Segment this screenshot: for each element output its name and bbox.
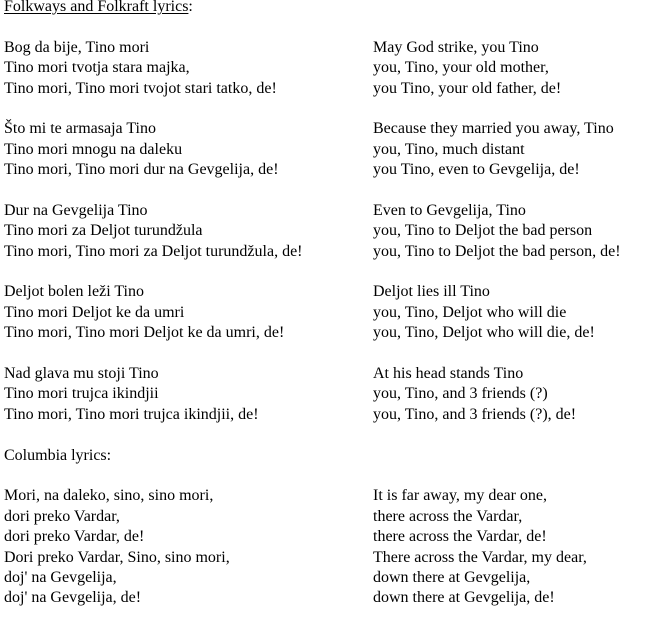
original-line: Što mi te armasaja Tino (4, 120, 156, 138)
lyric-line (4, 221, 654, 241)
translation-line: Even to Gevgelija, Tino (373, 201, 526, 219)
translation-line: It is far away, my dear one, (373, 487, 547, 505)
lyric-line (4, 119, 654, 139)
translation-line: There across the Vardar, my dear, (373, 548, 587, 566)
lyric-line (4, 140, 654, 160)
translation-line: Deljot lies ill Tino (373, 283, 490, 301)
lyric-line (4, 201, 654, 221)
original-line: Tino mori, Tino mori dur na Gevgelija, de! (4, 161, 279, 179)
blank-line (4, 99, 654, 119)
original-line: Dur na Gevgelija Tino (4, 201, 148, 219)
original-line: Tino mori, Tino mori tvojot stari tatko, de! (4, 79, 277, 97)
stanza-columbia (4, 486, 654, 608)
lyric-line (4, 38, 654, 58)
translation-line: down there at Gevgelija, (373, 568, 531, 586)
heading-text: Folkways and Folkraft lyrics (4, 0, 189, 15)
lyric-line (4, 568, 654, 588)
translation-line: you Tino, your old father, de! (373, 79, 562, 97)
stanza-5 (4, 364, 654, 425)
original-line: doj' na Gevgelija, de! (4, 589, 142, 607)
blank-line (4, 466, 654, 486)
lyric-line (4, 364, 654, 384)
lyric-line (4, 507, 654, 527)
original-line: Mori, na daleko, sino, sino mori, (4, 487, 214, 505)
heading-colon: : (188, 0, 193, 15)
translation-line: down there at Gevgelija, de! (373, 589, 555, 607)
translation-line: Because they married you away, Tino (373, 120, 614, 138)
translation-line: you, Tino to Deljot the bad person, de! (373, 242, 621, 260)
blank-line (4, 17, 654, 37)
translation-line: there across the Vardar, (373, 507, 523, 525)
blank-line (4, 262, 654, 282)
lyric-line (4, 79, 654, 99)
stanza-3 (4, 201, 654, 262)
lyric-line (4, 486, 654, 506)
lyric-line (4, 242, 654, 262)
translation-line: May God strike, you Tino (373, 38, 539, 56)
original-line: Tino mori za Deljot turundžula (4, 222, 203, 240)
translation-line: you, Tino, Deljot who will die (373, 303, 567, 321)
translation-line: you Tino, even to Gevgelija, de! (373, 161, 580, 179)
original-line: Tino mori, Tino mori za Deljot turundžula, de! (4, 242, 303, 260)
blank-line (4, 181, 654, 201)
original-line: Tino mori Deljot ke da umri (4, 303, 185, 321)
section-heading-columbia: Columbia lyrics: (4, 446, 112, 464)
lyric-line (4, 323, 654, 343)
translation-line: you, Tino, and 3 friends (?), de! (373, 405, 577, 423)
lyrics-document (4, 0, 654, 609)
original-line: Tino mori mnogu na daleku (4, 140, 183, 158)
section-heading-folkways (4, 0, 654, 17)
lyric-line (4, 160, 654, 180)
original-line: Tino mori, Tino mori trujca ikindjii, de! (4, 405, 259, 423)
translation-line: you, Tino, and 3 friends (?) (373, 385, 548, 403)
stanza-4 (4, 282, 654, 343)
original-line: Nad glava mu stoji Tino (4, 365, 159, 383)
lyric-line (4, 303, 654, 323)
blank-line (4, 425, 654, 445)
original-line: doj' na Gevgelija, (4, 568, 117, 586)
stanza-1 (4, 38, 654, 99)
translation-line: you, Tino to Deljot the bad person (373, 222, 593, 240)
lyric-line (4, 405, 654, 425)
lyric-line (4, 588, 654, 608)
lyric-line (4, 548, 654, 568)
lyric-line (4, 384, 654, 404)
original-line: Bog da bije, Tino mori (4, 38, 150, 56)
original-line: Tino mori tvotja stara majka, (4, 59, 190, 77)
translation-line: you, Tino, Deljot who will die, de! (373, 324, 595, 342)
lyric-line (4, 58, 654, 78)
original-line: Deljot bolen leži Tino (4, 283, 144, 301)
translation-line: you, Tino, your old mother, (373, 59, 549, 77)
translation-line: there across the Vardar, de! (373, 528, 547, 546)
original-line: Tino mori trujca ikindjii (4, 385, 159, 403)
stanza-2 (4, 119, 654, 180)
original-line: dori preko Vardar, de! (4, 528, 145, 546)
lyric-line (4, 527, 654, 547)
translation-line: you, Tino, much distant (373, 140, 525, 158)
original-line: Tino mori, Tino mori Deljot ke da umri, de! (4, 324, 285, 342)
translation-line: At his head stands Tino (373, 365, 524, 383)
original-line: dori preko Vardar, (4, 507, 120, 525)
original-line: Dori preko Vardar, Sino, sino mori, (4, 548, 230, 566)
blank-line (4, 344, 654, 364)
lyric-line (4, 282, 654, 302)
